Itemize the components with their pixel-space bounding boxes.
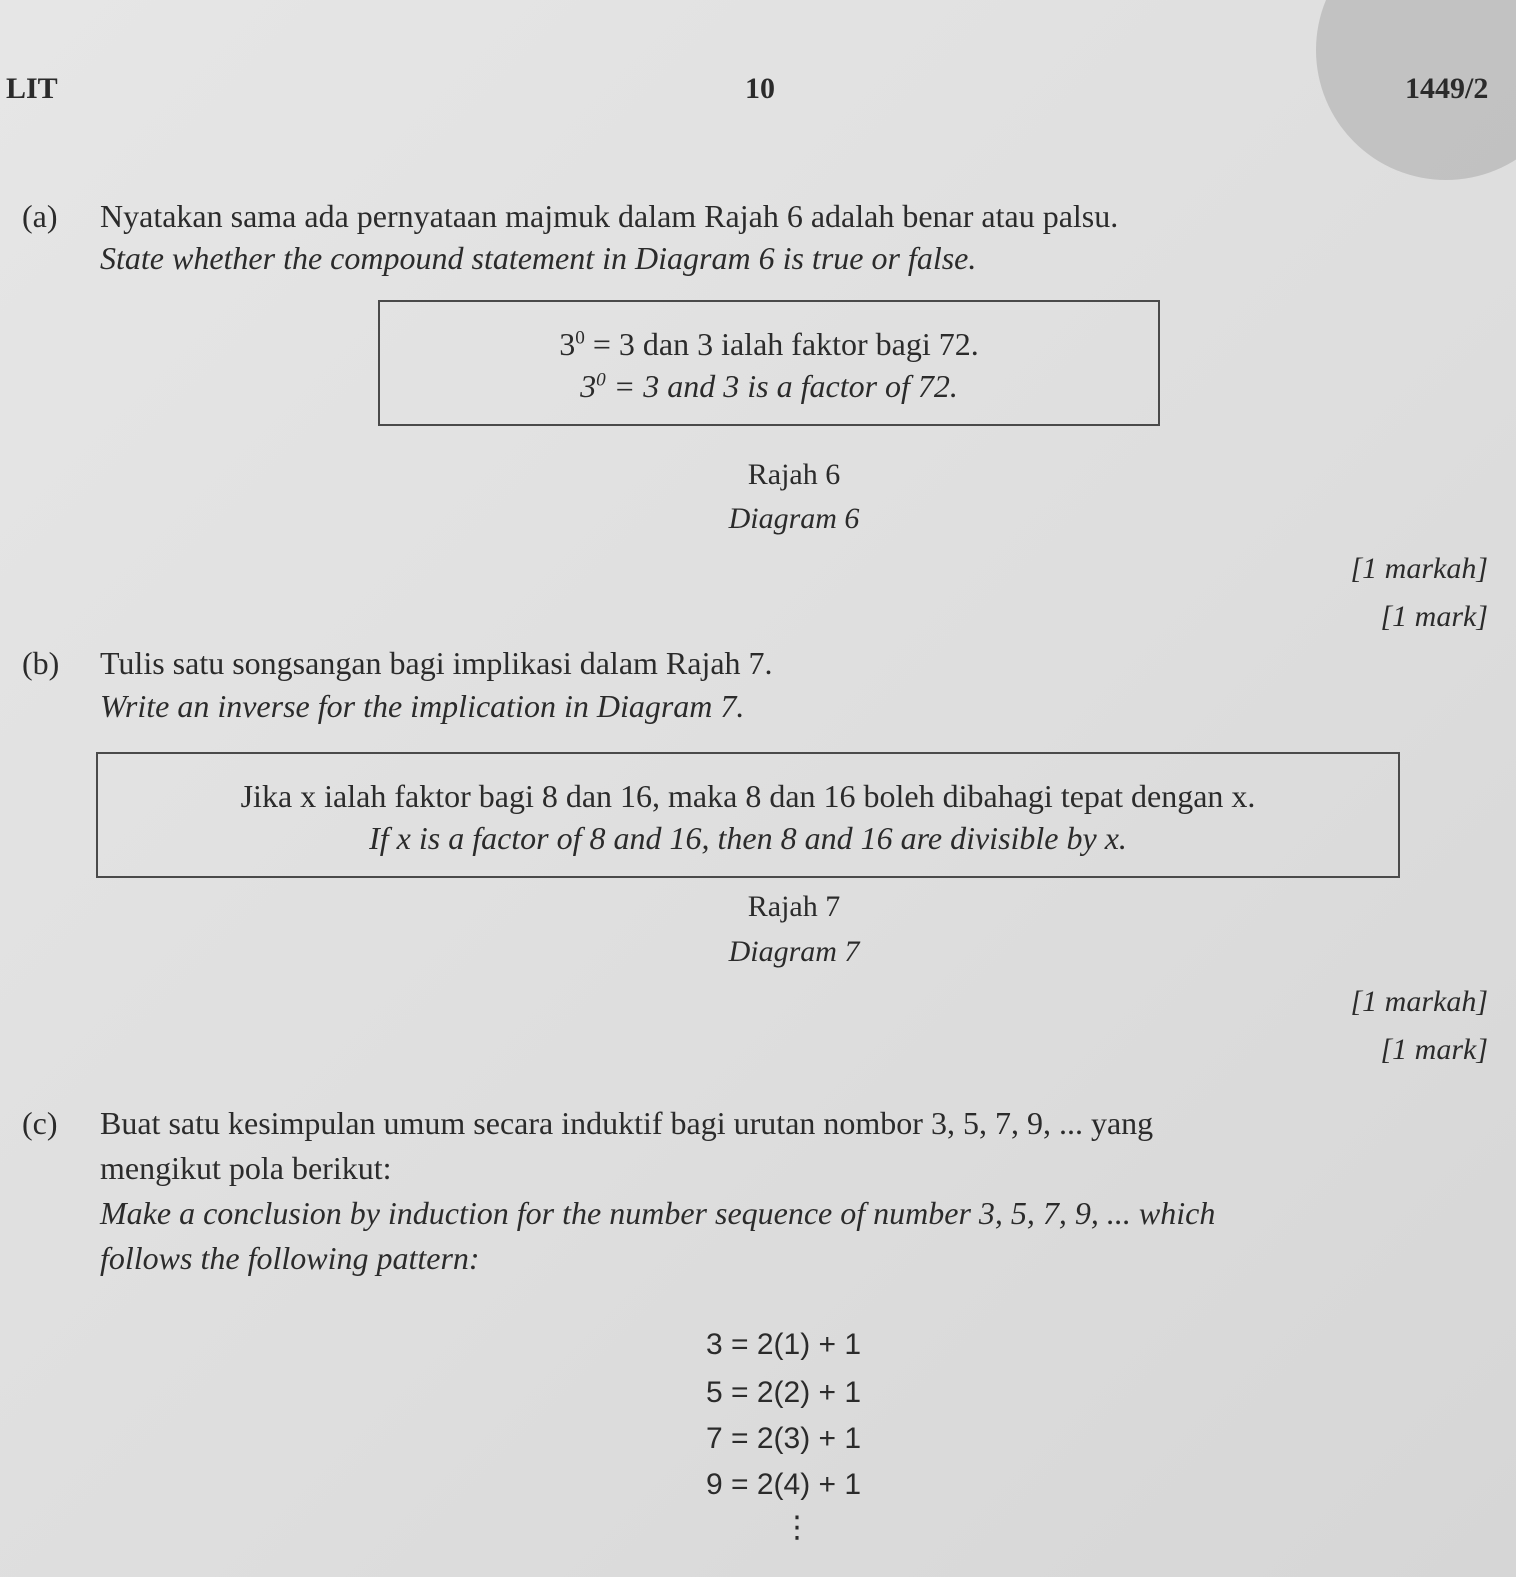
sequence-continuation: ⋮ xyxy=(782,1511,812,1544)
caption-rajah-6: Rajah 6 xyxy=(747,458,841,491)
mark-malay-a: [1 markah] xyxy=(1350,552,1488,585)
sequence-line-3: 7 = 2(3) + 1 xyxy=(706,1422,862,1455)
diagram-7-malay: Jika x ialah faktor bagi 8 dan 16, maka 8 dan 16 boleh dibahagi tepat dengan x. xyxy=(240,778,1256,814)
part-b-question-malay: Tulis satu songsangan bagi implikasi dalam Rajah 7. xyxy=(100,645,773,681)
part-c-label: (c) xyxy=(22,1105,58,1141)
page-number: 10 xyxy=(745,72,775,105)
sequence-line-1: 3 = 2(1) + 1 xyxy=(706,1328,862,1361)
caption-diagram-6: Diagram 6 xyxy=(728,502,860,535)
part-b-question-english: Write an inverse for the implication in Diagram 7. xyxy=(100,688,745,724)
diagram-6-box xyxy=(378,300,1160,426)
part-c-question-english-1: Make a conclusion by induction for the number sequence of number 3, 5, 7, 9, ... which xyxy=(100,1195,1216,1231)
part-c-question-english-2: follows the following pattern: xyxy=(100,1240,480,1276)
part-c-question-malay-1: Buat satu kesimpulan umum secara induktif bagi urutan nombor 3, 5, 7, 9, ... yang xyxy=(100,1105,1154,1141)
mark-malay-b: [1 markah] xyxy=(1350,985,1488,1018)
sequence-line-4: 9 = 2(4) + 1 xyxy=(706,1468,862,1501)
part-a-question-english: State whether the compound statement in Diagram 6 is true or false. xyxy=(100,240,977,276)
mark-english-b: [1 mark] xyxy=(1380,1033,1488,1066)
diagram-6-english: $3^0 = 3$ and 3 is a factor of 72. xyxy=(580,368,958,404)
mark-english-a: [1 mark] xyxy=(1380,600,1488,633)
paper-code: 1449/2 xyxy=(1405,72,1489,105)
caption-diagram-7: Diagram 7 xyxy=(728,935,860,968)
diagram-6-malay: $3^0 = 3$ dan 3 ialah faktor bagi 72. xyxy=(559,326,979,362)
diagram-7-box xyxy=(96,752,1400,878)
part-a-label: (a) xyxy=(22,198,58,234)
sequence-line-2: 5 = 2(2) + 1 xyxy=(706,1376,862,1409)
part-b-label: (b) xyxy=(22,645,60,681)
header-left: LIT xyxy=(6,72,58,105)
caption-rajah-7: Rajah 7 xyxy=(747,890,841,923)
diagram-7-english: If x is a factor of 8 and 16, then 8 and 16 are divisible by x. xyxy=(369,820,1127,856)
part-a-question-malay: Nyatakan sama ada pernyataan majmuk dalam Rajah 6 adalah benar atau palsu. xyxy=(100,198,1119,234)
part-c-question-malay-2: mengikut pola berikut: xyxy=(100,1150,392,1186)
